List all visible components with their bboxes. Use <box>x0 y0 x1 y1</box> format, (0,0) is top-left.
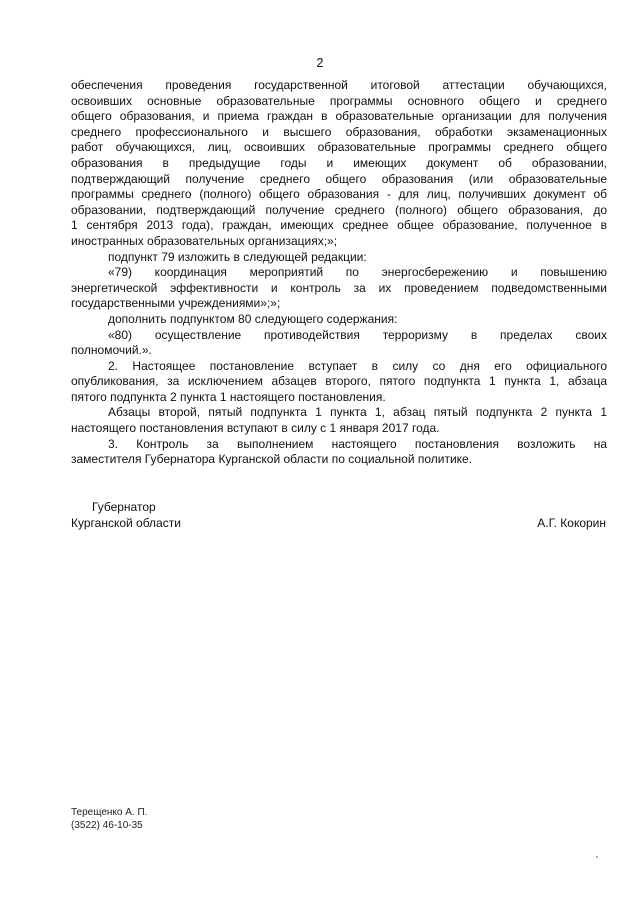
signatory-name: А.Г. Кокорин <box>537 516 606 530</box>
signatory-title: Губернатор <box>92 500 156 514</box>
text-line: подтверждающий получение среднего общего образования (или образовательные <box>71 171 607 186</box>
text-line: опубликования, за исключением абзацев второго, пятого подпункта 1 пункта 1, абзаца <box>71 374 607 389</box>
text-line: 3. Контроль за выполнением настоящего постановления возложить на <box>108 436 607 451</box>
text-line: энергетической эффективности и контроль за их проведением подведомственными <box>71 280 607 295</box>
scan-speck <box>596 856 598 858</box>
text-line: «79) координация мероприятий по энергосбережению и повышению <box>108 265 607 280</box>
text-line: пятого подпункта 2 пункта 1 настоящего постановления. <box>71 389 386 404</box>
executor-name: Терещенко А. П. <box>71 807 148 818</box>
text-line: освоивших основные образовательные программы основного общего и среднего <box>71 93 607 108</box>
text-line: подпункт 79 изложить в следующей редакции: <box>108 249 367 264</box>
text-line: образования в предыдущие годы и имеющих документ об образовании, <box>71 155 607 170</box>
executor-phone: (3522) 46-10-35 <box>71 820 143 831</box>
executor-block <box>71 806 147 832</box>
text-line: иностранных образовательных организациях;»; <box>71 233 338 248</box>
text-line: среднего профессионального и высшего образования, обработки экзаменационных <box>71 124 607 139</box>
text-line: государственными учреждениями»;»; <box>71 296 281 311</box>
page-number: 2 <box>316 56 324 70</box>
document-body <box>71 78 607 468</box>
text-line: заместителя Губернатора Курганской области по социальной политике. <box>71 452 473 467</box>
text-line: дополнить подпунктом 80 следующего содержания: <box>108 311 398 326</box>
text-line: работ обучающихся, лиц, освоивших образовательные программы среднего общего <box>71 140 607 155</box>
text-line: 2. Настоящее постановление вступает в силу со дня его официального <box>108 358 607 373</box>
text-line: настоящего постановления вступают в силу с 1 января 2017 года. <box>71 421 440 436</box>
text-line: общего образования, и приема граждан в образовательные организации для получения <box>71 109 607 124</box>
text-line: «80) осуществление противодействия терроризму в пределах своих <box>108 327 607 342</box>
text-line: образовании, подтверждающий получение среднего (полного) общего образования, до <box>71 202 607 217</box>
text-line: 1 сентября 2013 года), граждан, имеющих среднее общее образование, полученное в <box>71 218 607 233</box>
text-line: обеспечения проведения государственной итоговой аттестации обучающихся, <box>71 78 607 92</box>
signatory-region: Курганской области <box>71 516 181 530</box>
text-line: полномочий.». <box>71 343 152 358</box>
text-line: Абзацы второй, пятый подпункта 1 пункта 1, абзац пятый подпункта 2 пункта 1 <box>108 405 607 420</box>
text-line: программы среднего (полного) общего образования - для лиц, получивших документ об <box>71 187 607 202</box>
